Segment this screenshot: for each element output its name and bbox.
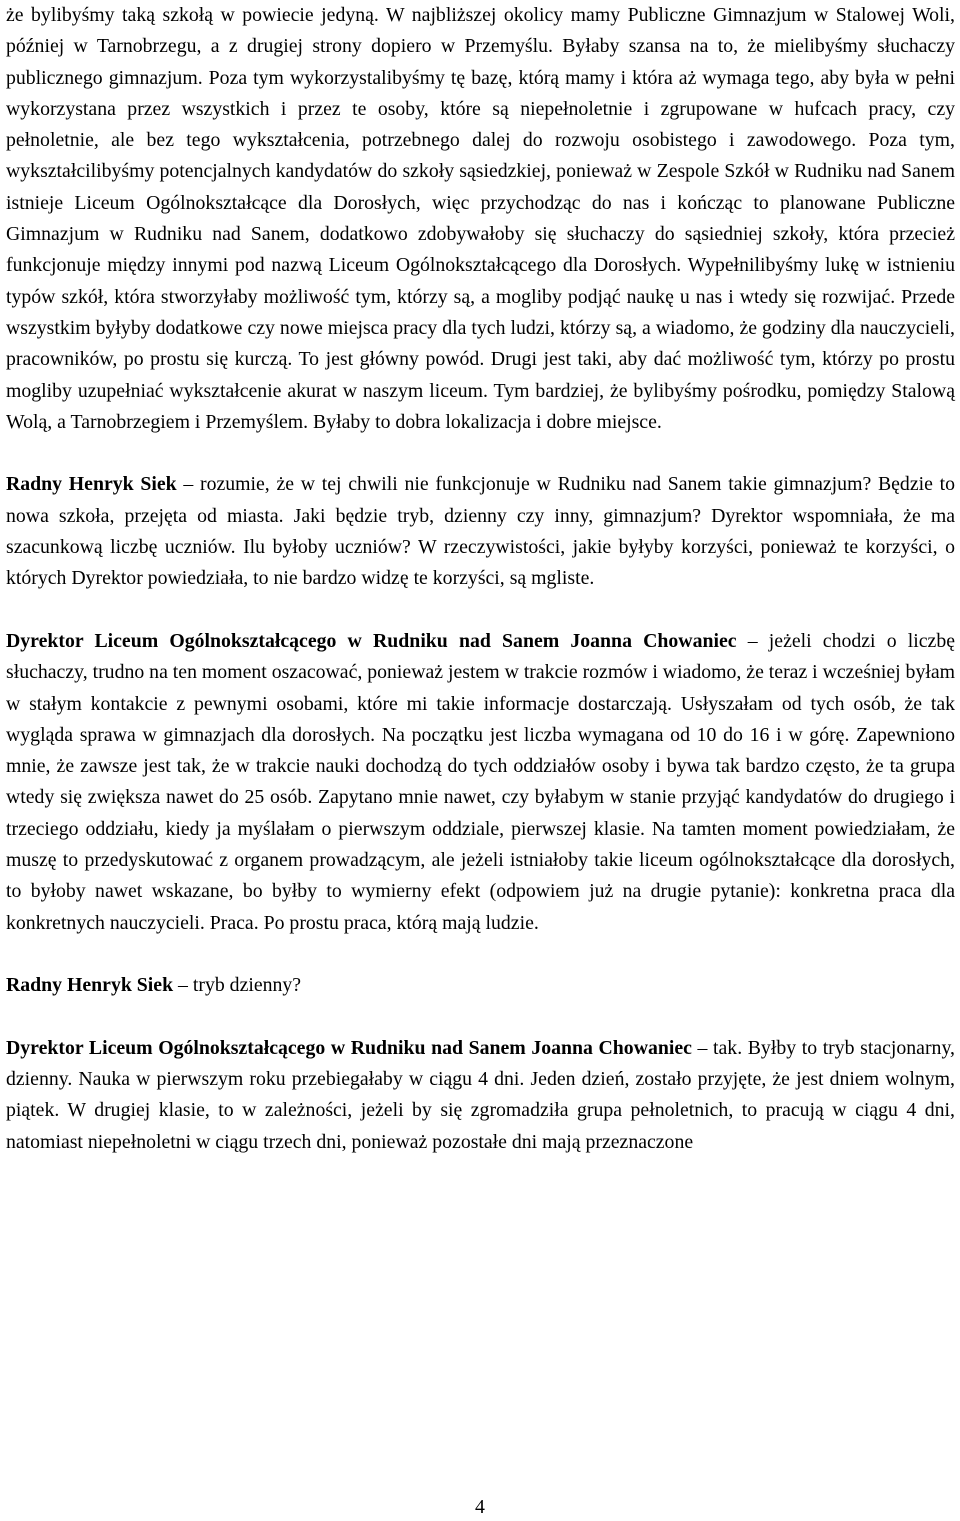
- paragraph-2: [6, 469, 955, 594]
- paragraph-4: [6, 970, 955, 1001]
- paragraph-3: [6, 626, 955, 939]
- speaker-name: Radny Henryk Siek: [6, 974, 174, 997]
- paragraph-5-text: – tak. Byłby to tryb stacjonarny, dzienny. Nauka w pierwszym roku przebiegałaby w ciągu 4 dni. Jeden dzień, zostało przyjęte, że jest dniem wolnym, piątek. W drugiej klasie, to w zależności, jeżeli by się zgromadziła grupa pełnoletnich, to pracują w ciągu 4 dni, natomiast niepełnoletni w ciągu trzech dni, ponieważ pozostałe dni mają przeznaczone: [6, 1036, 955, 1153]
- paragraph-gap: [6, 438, 955, 469]
- paragraph-1-text: że bylibyśmy taką szkołą w powiecie jedyną. W najbliższej okolicy mamy Publiczne Gimnazjum w Stalowej Woli, później w Tarnobrzegu, a z drugiej strony dopiero w Przemyślu. Byłaby szansa na to, że mielibyśmy słuchaczy publicznego gimnazjum. Poza tym wykorzystalibyśmy tę bazę, którą mamy i która aż wymaga tego, aby była w pełni wykorzystana przez wszystkich i przez te osoby, które są niepełnoletnie i zgrupowane w hufcach pracy, czy pełnoletnie, ale bez tego wykształcenia, potrzebnego dalej do rozwoju osobistego i zawodowego. Poza tym, wykształcilibyśmy potencjalnych kandydatów do szkoły sąsiedzkiej, ponieważ w Zespole Szkół w Rudniku nad Sanem istnieje Liceum Ogólnokształcące dla Dorosłych, więc przychodząc do nas i kończąc to planowane Publiczne Gimnazjum w Rudniku nad Sanem, dodatkowo zdobywałoby się słuchaczy do sąsiedniej szkoły, która przecież funkcjonuje między innymi pod nazwą Liceum Ogólnokształcącego dla Dorosłych. Wypełnilibyśmy lukę w istnieniu typów szkół, która stworzyłaby możliwość tym, którzy są, a mogliby podjąć naukę u nas i wtedy się rozwijać. Przede wszystkim byłyby dodatkowe czy nowe miejsca pracy dla tych ludzi, którzy są, a wiadomo, że godziny dla nauczycieli, pracowników, po prostu się kurczą. To jest główny powód. Drugi jest taki, aby dać możliwość tym, którzy po prostu mogliby uzupełniać wykształcenie akurat w naszym liceum. Tym bardziej, że bylibyśmy pośrodku, pomiędzy Stalową Wolą, a Tarnobrzegiem i Przemyślem. Byłaby to dobra lokalizacja i dobre miejsce.: [6, 4, 955, 433]
- paragraph-1: [6, 0, 955, 438]
- page-number: 4: [475, 1496, 485, 1518]
- paragraph-3-text: – jeżeli chodzi o liczbę słuchaczy, trudno na ten moment oszacować, ponieważ jestem w trakcie rozmów i wiadomo, że teraz i wcześniej byłam w stałym kontakcie z pewnymi osobami, które mi takie informacje dostarczają. Usłyszałam od tych osób, że tak wygląda sprawa w gimnazjach dla dorosłych. Na początku jest liczba wymagana od 10 do 16 i w górę. Zapewniono mnie, że zawsze jest tak, że w trakcie nauki dochodzą do tych oddziałów osoby i bywa tak bardzo często, że ta grupa wtedy się zwiększa nawet do 25 osób. Zapytano mnie nawet, czy byłabym w stanie przyjąć kandydatów do drugiego i trzeciego oddziału, kiedy ja myślałam o pierwszym oddziale, pierwszej klasie. Na tamten moment powiedziałam, że muszę to przedyskutować z organem prowadzącym, ale jeżeli istniałoby takie liceum ogólnokształcące dla dorosłych, to byłoby nawet wskazane, bo byłby to wymierny efekt (odpowiem już na drugie pytanie): konkretna praca dla konkretnych nauczycieli. Praca. Po prostu praca, którą mają ludzie.: [6, 629, 955, 934]
- speaker-name: Dyrektor Liceum Ogólnokształcącego w Rudniku nad Sanem Joanna Chowaniec: [6, 629, 737, 652]
- speaker-name: Dyrektor Liceum Ogólnokształcącego w Rudniku nad Sanem Joanna Chowaniec: [6, 1036, 692, 1059]
- paragraph-2-text: – rozumie, że w tej chwili nie funkcjonuje w Rudniku nad Sanem takie gimnazjum? Będzie to nowa szkoła, przejęta od miasta. Jaki będzie tryb, dzienny czy inny, gimnazjum? Dyrektor wspomniała, że ma szacunkową liczbę uczniów. Ilu byłoby uczniów? W rzeczywistości, jakie byłyby korzyści, ponieważ te korzyści, o których Dyrektor powiedziała, to nie bardzo widzę te korzyści, są mgliste.: [6, 473, 955, 590]
- speaker-name: Radny Henryk Siek: [6, 473, 177, 496]
- paragraph-gap: [6, 939, 955, 970]
- paragraph-5: [6, 1033, 955, 1158]
- paragraph-4-text: – tryb dzienny?: [173, 974, 302, 997]
- paragraph-gap: [6, 595, 955, 626]
- document-page: [6, 0, 955, 1158]
- paragraph-gap: [6, 1002, 955, 1033]
